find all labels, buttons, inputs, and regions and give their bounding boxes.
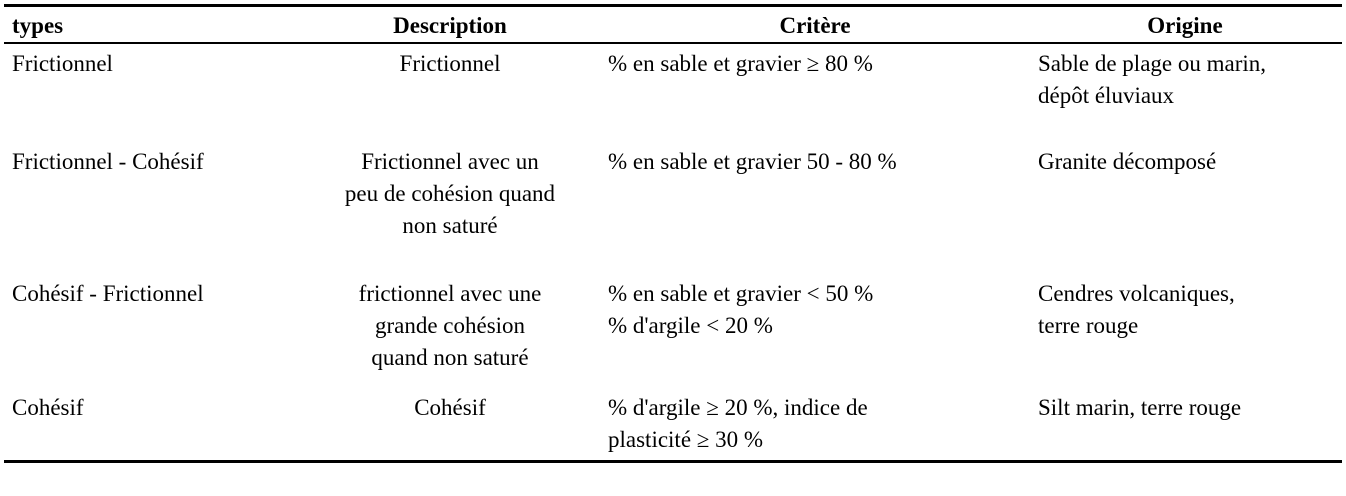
cell-origine xyxy=(1028,43,1342,144)
cell-text: Sable de plage ou marin, xyxy=(1038,51,1267,76)
cell-text: Cohésif xyxy=(12,395,84,420)
soil-types-table-container xyxy=(4,4,1342,463)
cell-text: Frictionnel - Cohésif xyxy=(12,149,204,174)
cell-critere xyxy=(602,144,1028,276)
cell-text: peu de cohésion quand xyxy=(344,181,556,206)
table-row xyxy=(4,276,1342,390)
cell-type xyxy=(4,144,298,276)
table-header-row xyxy=(4,6,1342,44)
cell-text: Frictionnel xyxy=(399,51,501,76)
cell-text: Silt marin, terre rouge xyxy=(1038,395,1242,420)
table-row xyxy=(4,43,1342,144)
cell-origine xyxy=(1028,144,1342,276)
cell-text: frictionnel avec une xyxy=(358,281,542,306)
soil-types-table xyxy=(4,4,1342,463)
cell-text: % en sable et gravier < 50 % xyxy=(608,281,874,306)
cell-text: non saturé xyxy=(402,213,498,238)
cell-text: Granite décomposé xyxy=(1038,149,1217,174)
cell-text: % d'argile < 20 % xyxy=(608,313,773,338)
cell-text: Cohésif - Frictionnel xyxy=(12,281,204,306)
header-critere: Critère xyxy=(779,13,851,38)
cell-critere xyxy=(602,43,1028,144)
cell-description xyxy=(298,43,602,144)
header-origine: Origine xyxy=(1147,13,1223,38)
cell-text: % en sable et gravier 50 - 80 % xyxy=(608,149,897,174)
cell-text: terre rouge xyxy=(1038,313,1139,338)
cell-type xyxy=(4,276,298,390)
cell-type xyxy=(4,390,298,462)
cell-description xyxy=(298,276,602,390)
header-types: types xyxy=(12,13,64,38)
cell-type xyxy=(4,43,298,144)
cell-text: quand non saturé xyxy=(371,345,529,370)
cell-origine xyxy=(1028,390,1342,462)
cell-critere xyxy=(602,276,1028,390)
cell-description xyxy=(298,144,602,276)
table-row xyxy=(4,144,1342,276)
cell-text: Cendres volcaniques, xyxy=(1038,281,1235,306)
cell-critere xyxy=(602,390,1028,462)
table-row xyxy=(4,390,1342,462)
header-description: Description xyxy=(393,13,507,38)
cell-text: Frictionnel xyxy=(12,51,113,76)
cell-text: Cohésif xyxy=(414,395,486,420)
cell-text: Frictionnel avec un xyxy=(361,149,539,174)
cell-description xyxy=(298,390,602,462)
cell-text: % en sable et gravier ≥ 80 % xyxy=(608,51,873,76)
cell-text: % d'argile ≥ 20 %, indice de xyxy=(608,395,868,420)
cell-origine xyxy=(1028,276,1342,390)
cell-text: dépôt éluviaux xyxy=(1038,83,1175,108)
cell-text: plasticité ≥ 30 % xyxy=(608,427,764,452)
cell-text: grande cohésion xyxy=(374,313,526,338)
